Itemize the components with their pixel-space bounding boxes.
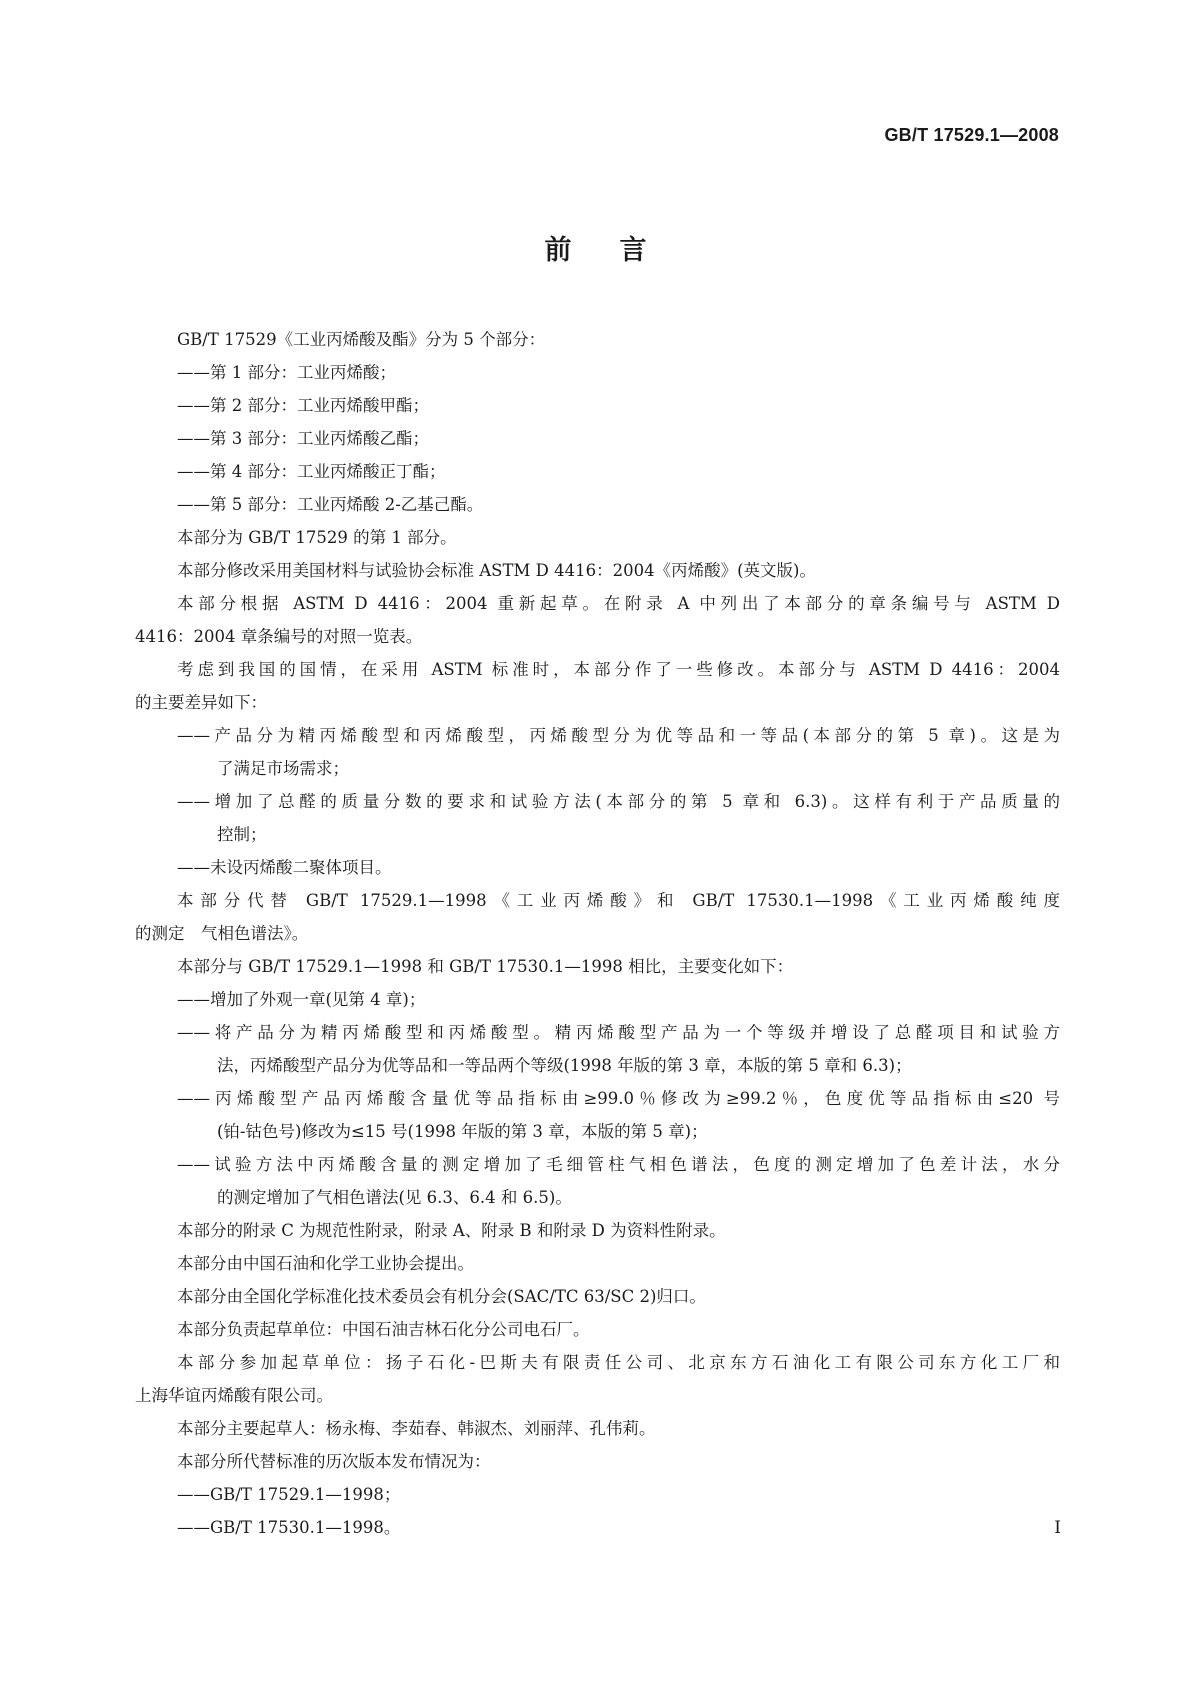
standard-number: GB/T 17529.1—2008 xyxy=(884,125,1059,145)
list-item: ——第 3 部分：工业丙烯酸乙酯； xyxy=(177,429,429,448)
paragraph-line: 的测定 气相色谱法》。 xyxy=(135,924,309,943)
paragraph-line: 本部分所代替标准的历次版本发布情况为： xyxy=(177,1452,491,1471)
list-item: ——第 1 部分：工业丙烯酸； xyxy=(177,363,396,382)
paragraph-line: 本部分参加起草单位：扬子石化-巴斯夫有限责任公司、北京东方石油化工有限公司东方化工厂和 xyxy=(177,1353,1060,1372)
paragraph-line: 本部分主要起草人：杨永梅、李茹春、韩淑杰、刘丽萍、孔伟莉。 xyxy=(177,1419,656,1438)
paragraph-line: 本部分修改采用美国材料与试验协会标准 ASTM D 4416：2004《丙烯酸》(英文版)。 xyxy=(177,561,816,580)
list-item: ——第 5 部分：工业丙烯酸 2-乙基己酯。 xyxy=(177,495,484,514)
page-number: Ⅰ xyxy=(1054,1518,1061,1538)
list-item-continuation: 了满足市场需求； xyxy=(217,759,349,778)
foreword-body xyxy=(135,323,1060,1544)
list-item: ——将产品分为精丙烯酸型和丙烯酸型。精丙烯酸型产品为一个等级并增设了总醛项目和试验方 xyxy=(177,1023,1060,1042)
paragraph-line: 本部分为 GB/T 17529 的第 1 部分。 xyxy=(177,528,457,547)
list-item: ——未设丙烯酸二聚体项目。 xyxy=(177,858,392,877)
paragraph-line: 的主要差异如下： xyxy=(135,693,267,712)
list-item: ——增加了外观一章(见第 4 章)； xyxy=(177,990,426,1009)
paragraph-line: 考虑到我国的国情，在采用 ASTM 标准时，本部分作了一些修改。本部分与 ASTM D 4416：2004 xyxy=(177,660,1060,679)
paragraph-line: 本部分根据 ASTM D 4416：2004 重新起草。在附录 A 中列出了本部分的章条编号与 ASTM D xyxy=(177,594,1060,613)
list-item: ——产品分为精丙烯酸型和丙烯酸型，丙烯酸型分为优等品和一等品(本部分的第 5 章)。这是为 xyxy=(177,726,1060,745)
list-item-continuation: 控制； xyxy=(217,825,267,844)
list-item-continuation: 法，丙烯酸型产品分为优等品和一等品两个等级(1998 年版的第 3 章，本版的第 5 章和 6.3)； xyxy=(217,1056,912,1075)
paragraph-line: 4416：2004 章条编号的对照一览表。 xyxy=(135,627,423,646)
list-item-continuation: 的测定增加了气相色谱法(见 6.3、6.4 和 6.5)。 xyxy=(217,1188,572,1207)
list-item: ——第 2 部分：工业丙烯酸甲酯； xyxy=(177,396,429,415)
list-item: ——GB/T 17529.1—1998； xyxy=(177,1485,401,1504)
paragraph-line: GB/T 17529《工业丙烯酸及酯》分为 5 个部分： xyxy=(177,330,546,349)
paragraph-line: 本部分与 GB/T 17529.1—1998 和 GB/T 17530.1—1998 相比，主要变化如下： xyxy=(177,957,794,976)
paragraph-line: 本部分代替 GB/T 17529.1—1998《工业丙烯酸》和 GB/T 17530.1—1998《工业丙烯酸纯度 xyxy=(177,891,1060,910)
paragraph-line: 本部分由全国化学标准化技术委员会有机分会(SAC/TC 63/SC 2)归口。 xyxy=(177,1287,706,1306)
page-title: 前言 xyxy=(544,235,695,266)
list-item: ——丙烯酸型产品丙烯酸含量优等品指标由≥99.0％修改为≥99.2％，色度优等品指标由≤20 号 xyxy=(177,1089,1060,1108)
paragraph-line: 上海华谊丙烯酸有限公司。 xyxy=(135,1386,333,1405)
paragraph-line: 本部分负责起草单位：中国石油吉林石化分公司电石厂。 xyxy=(177,1320,590,1339)
list-item: ——第 4 部分：工业丙烯酸正丁酯； xyxy=(177,462,446,481)
list-item-continuation: (铂-钴色号)修改为≤15 号(1998 年版的第 3 章，本版的第 5 章)； xyxy=(217,1122,708,1141)
list-item: ——GB/T 17530.1—1998。 xyxy=(177,1518,401,1537)
list-item: ——试验方法中丙烯酸含量的测定增加了毛细管柱气相色谱法，色度的测定增加了色差计法，水分 xyxy=(177,1155,1060,1174)
list-item: ——增加了总醛的质量分数的要求和试验方法(本部分的第 5 章和 6.3)。这样有利于产品质量的 xyxy=(177,792,1060,811)
paragraph-line: 本部分由中国石油和化学工业协会提出。 xyxy=(177,1254,474,1273)
paragraph-line: 本部分的附录 C 为规范性附录，附录 A、附录 B 和附录 D 为资料性附录。 xyxy=(177,1221,726,1240)
